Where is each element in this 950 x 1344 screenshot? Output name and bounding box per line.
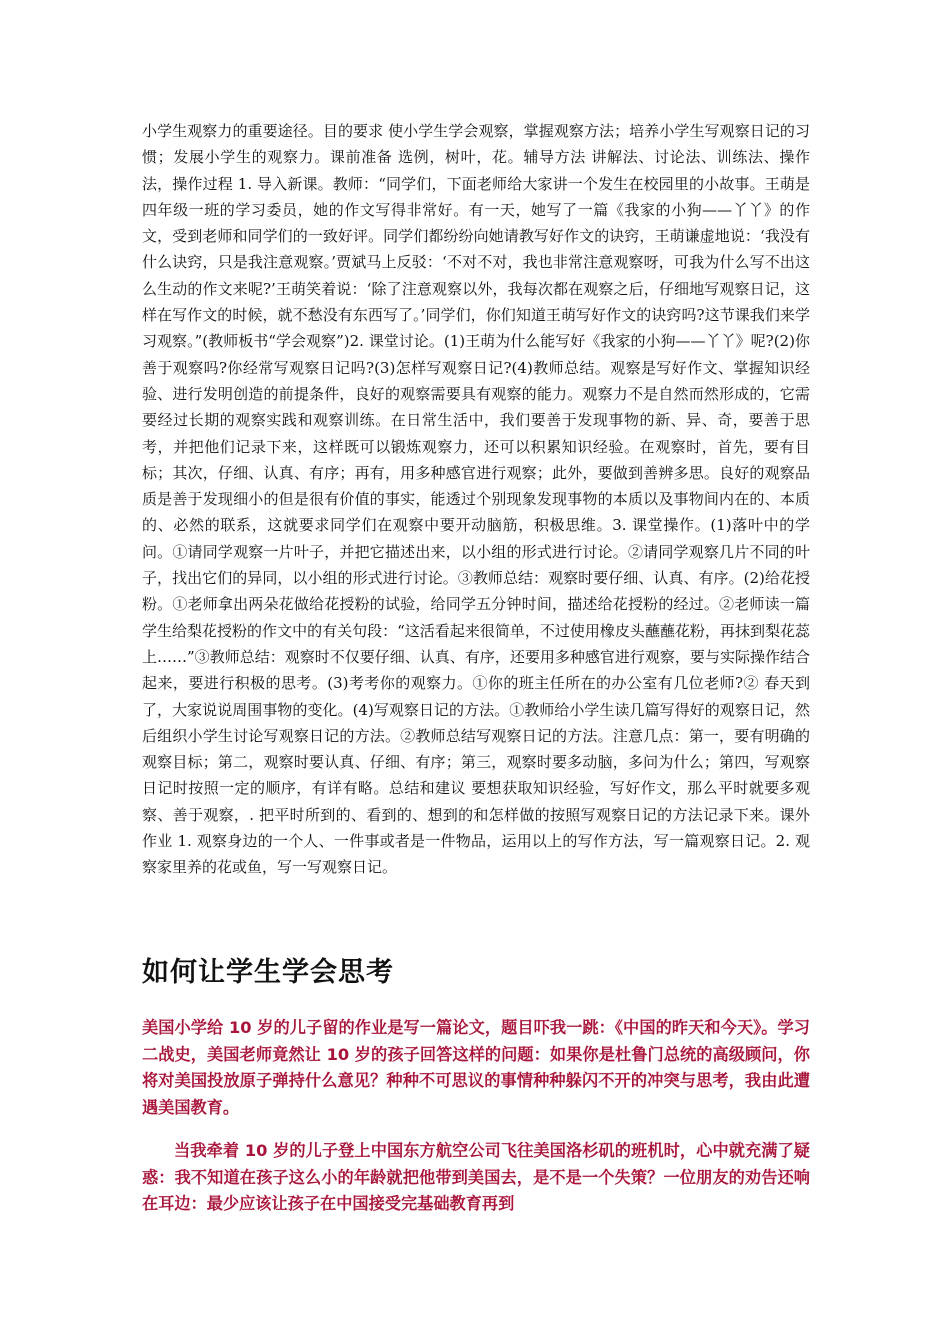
- lesson-plan-paragraph: 小学生观察力的重要途径。目的要求 使小学生学会观察，掌握观察方法；培养小学生写观察日记的习惯；发展小学生的观察力。课前准备 选例，树叶，花。辅导方法 讲解法、讨论法、训练法、操作法，操作过程 1. 导入新课。教师：“同学们，下面老师给大家讲一个发生在校园里的小故事。王萌是四年级一班的学习委员，她的作文写得非常好。有一天，她写了一篇《我家的小狗——丫丫》的作文，受到老师和同学们的一致好评。同学们都纷纷向她请教写好作文的诀窍，王萌谦虚地说：‘我没有什么诀窍，只是我注意观察。’贾斌马上反驳：‘不对不对，我也非常注意观察呀，可我为什么写不出这么生动的作文来呢?’王萌笑着说：‘除了注意观察以外，我每次都在观察之后，仔细地写观察日记，这样在写作文的时候，就不愁没有东西写了。’同学们，你们知道王萌写好作文的诀窍吗?这节课我们来学习观察。”(教师板书“学会观察”)2. 课堂讨论。(1)王萌为什么能写好《我家的小狗——丫丫》呢?(2)你善于观察吗?你经常写观察日记吗?(3)怎样写观察日记?(4)教师总结。观察是写好作文、掌握知识经验、进行发明创造的前提条件，良好的观察需要具有观察的能力。观察力不是自然而然形成的，它需要经过长期的观察实践和观察训练。在日常生活中，我们要善于发现事物的新、异、奇，要善于思考，并把他们记录下来，这样既可以锻炼观察力，还可以积累知识经验。在观察时，首先，要有目标；其次，仔细、认真、有序；再有，用多种感官进行观察；此外，要做到善辨多思。良好的观察品质是善于发现细小的但是很有价值的事实，能透过个别现象发现事物的本质以及事物间内在的、本质的、必然的联系，这就要求同学们在观察中要开动脑筋，积极思维。3. 课堂操作。(1)落叶中的学问。①请同学观察一片叶子，并把它描述出来，以小组的形式进行讨论。②请同学观察几片不同的叶子，找出它们的异同，以小组的形式进行讨论。③教师总结：观察时要仔细、认真、有序。(2)给花授粉。①老师拿出两朵花做给花授粉的试验，给同学五分钟时间，描述给花授粉的经过。②老师读一篇学生给梨花授粉的作文中的有关句段：“这活看起来很简单，不过使用橡皮头蘸蘸花粉，再抹到梨花蕊上……”③教师总结：观察时不仅要仔细、认真、有序，还要用多种感官进行观察，要与实际操作结合起来，要进行积极的思考。(3)考考你的观察力。①你的班主任所在的办公室有几位老师?② 春天到了，大家说说周围事物的变化。(4)写观察日记的方法。①教师给小学生读几篇写得好的观察日记，然后组织小学生讨论写观察日记的方法。②教师总结写观察日记的方法。注意几点：第一，要有明确的观察目标；第二，观察时要认真、仔细、有序；第三，观察时要多动脑，多问为什么；第四，写观察日记时按照一定的顺序，有详有略。总结和建议 要想获取知识经验，写好作文，那么平时就要多观察、善于观察，. 把平时所到的、看到的、想到的和怎样做的按照写观察日记的方法记录下来。课外作业 1. 观察身边的一个人、一件事或者是一件物品，运用以上的写作方法，写一篇观察日记。2. 观察家里养的花或鱼，写一写观察日记。: [142, 122, 810, 877]
- highlight-paragraph-1: 美国小学给 10 岁的儿子留的作业是写一篇论文，题目吓我一跳：《中国的昨天和今天》。学习二战史，美国老师竟然让 10 岁的孩子回答这样的问题：如果你是杜鲁门总统的高级顾问，你将对美国投放原子弹持什么意见？种种不可思议的事情种种躲闪不开的冲突与思考，我由此遭遇美国教育。: [142, 1018, 810, 1117]
- section-title: 如何让学生学会思考: [142, 957, 394, 988]
- highlight-paragraph-2: 当我牵着 10 岁的儿子登上中国东方航空公司飞往美国洛杉矶的班机时，心中就充满了疑惑：我不知道在孩子这么小的年龄就把他带到美国去，是不是一个失策？一位朋友的劝告还响在耳边：最少应该让孩子在中国接受完基础教育再到: [142, 1141, 810, 1213]
